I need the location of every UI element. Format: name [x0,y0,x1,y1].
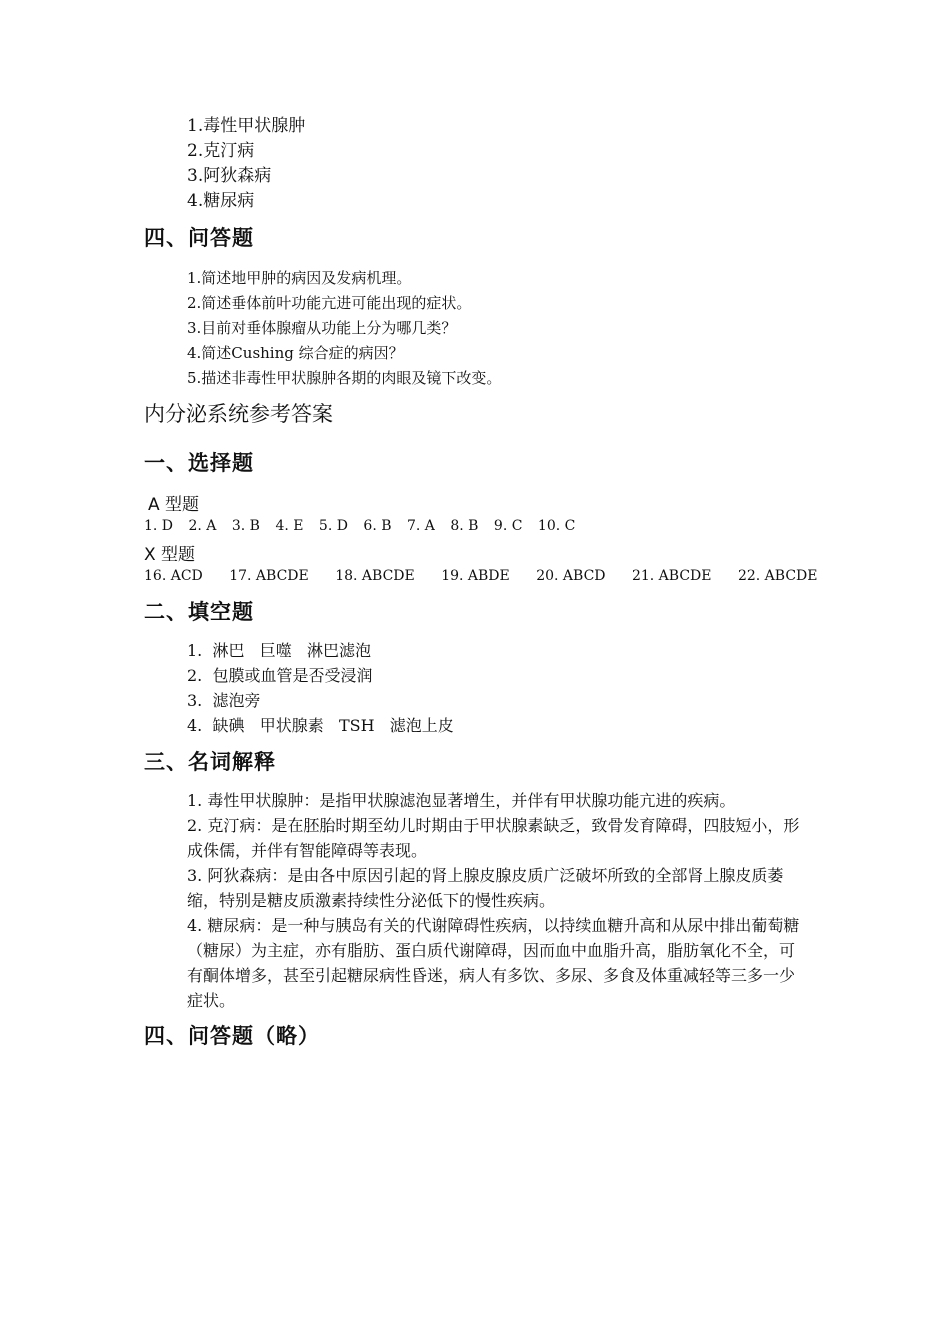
answers-title: 内分泌系统参考答案 [144,402,333,426]
answer-item: 8. B [450,518,479,534]
answer-item: 4. E [275,518,304,534]
section-heading-fill: 二、填空题 [144,600,254,624]
term-definition: 4. 糖尿病：是一种与胰岛有关的代谢障碍性疾病，以持续血糖升高和从尿中排出葡萄糖（糖尿）为主症，亦有脂肪、蛋白质代谢障碍，因而血中血脂升高，脂肪氧化不全，可有酮体增多，甚至引起糖尿病性昏迷，病人有多饮、多尿、多食及体重减轻等三多一少症状。 [187,916,800,1010]
x-type-label: X 型题 [144,545,196,565]
answer-item: 5. D [318,518,348,534]
term-definition: 2. 克汀病：是在胚胎时期至幼儿时期由于甲状腺素缺乏，致骨发育障碍，四肢短小，形成侏儒，并伴有智能障碍等表现。 [187,816,800,860]
term-definition: 3. 阿狄森病：是由各中原因引起的肾上腺皮腺皮质广泛破坏所致的全部肾上腺皮质萎缩，特别是糖皮质激素持续性分泌低下的慢性疾病。 [187,866,784,910]
question-item: 4.简述Cushing 综合症的病因？ [187,344,404,362]
question-item: 5.描述非毒性甲状腺肿各期的肉眼及镜下改变。 [187,369,502,387]
a-type-label: A 型题 [148,495,200,515]
a-type-answers [144,518,586,534]
fill-item: 2. 包膜或血管是否受浸润 [187,666,373,685]
answer-item: 1. D [144,518,174,534]
term-definition: 1. 毒性甲状腺肿：是指甲状腺滤泡显著增生，并伴有甲状腺功能亢进的疾病。 [187,791,736,810]
top-list-item: 4.糖尿病 [187,191,255,211]
fill-item: 4. 缺碘 甲状腺素 TSH 滤泡上皮 [187,716,454,735]
top-list-item: 2.克汀病 [187,141,255,161]
section-heading-qa-answers: 四、问答题（略） [144,1024,320,1048]
answer-item: 3. B [231,518,260,534]
answer-item: 17. ABCDE [229,568,309,584]
answer-item: 2. A [188,518,217,534]
top-list-item: 1.毒性甲状腺肿 [187,116,306,136]
answer-item: 9. C [493,518,523,534]
question-item: 1.简述地甲肿的病因及发病机理。 [187,269,412,287]
answer-item: 6. B [363,518,392,534]
fill-item: 3. 滤泡旁 [187,691,261,710]
answer-item: 7. A [406,518,435,534]
x-type-answers [144,568,839,584]
question-item: 3.目前对垂体腺瘤从功能上分为哪几类？ [187,319,457,337]
question-item: 2.简述垂体前叶功能亢进可能出现的症状。 [187,294,472,312]
fill-item: 1. 淋巴 巨噬 淋巴滤泡 [187,641,371,660]
answer-item: 22. ABCDE [737,568,818,584]
answer-item: 21. ABCDE [631,568,712,584]
answer-item: 20. ABCD [536,568,606,584]
answer-item: 10. C [537,518,576,534]
section-heading-terms: 三、名词解释 [144,750,276,774]
top-list-item: 3.阿狄森病 [187,166,272,186]
answer-item: 16. ACD [144,568,203,584]
answer-item: 19. ABDE [441,568,510,584]
section-heading-questions: 四、问答题 [144,226,254,250]
answer-item: 18. ABCDE [335,568,415,584]
section-heading-choice: 一、选择题 [144,451,254,475]
